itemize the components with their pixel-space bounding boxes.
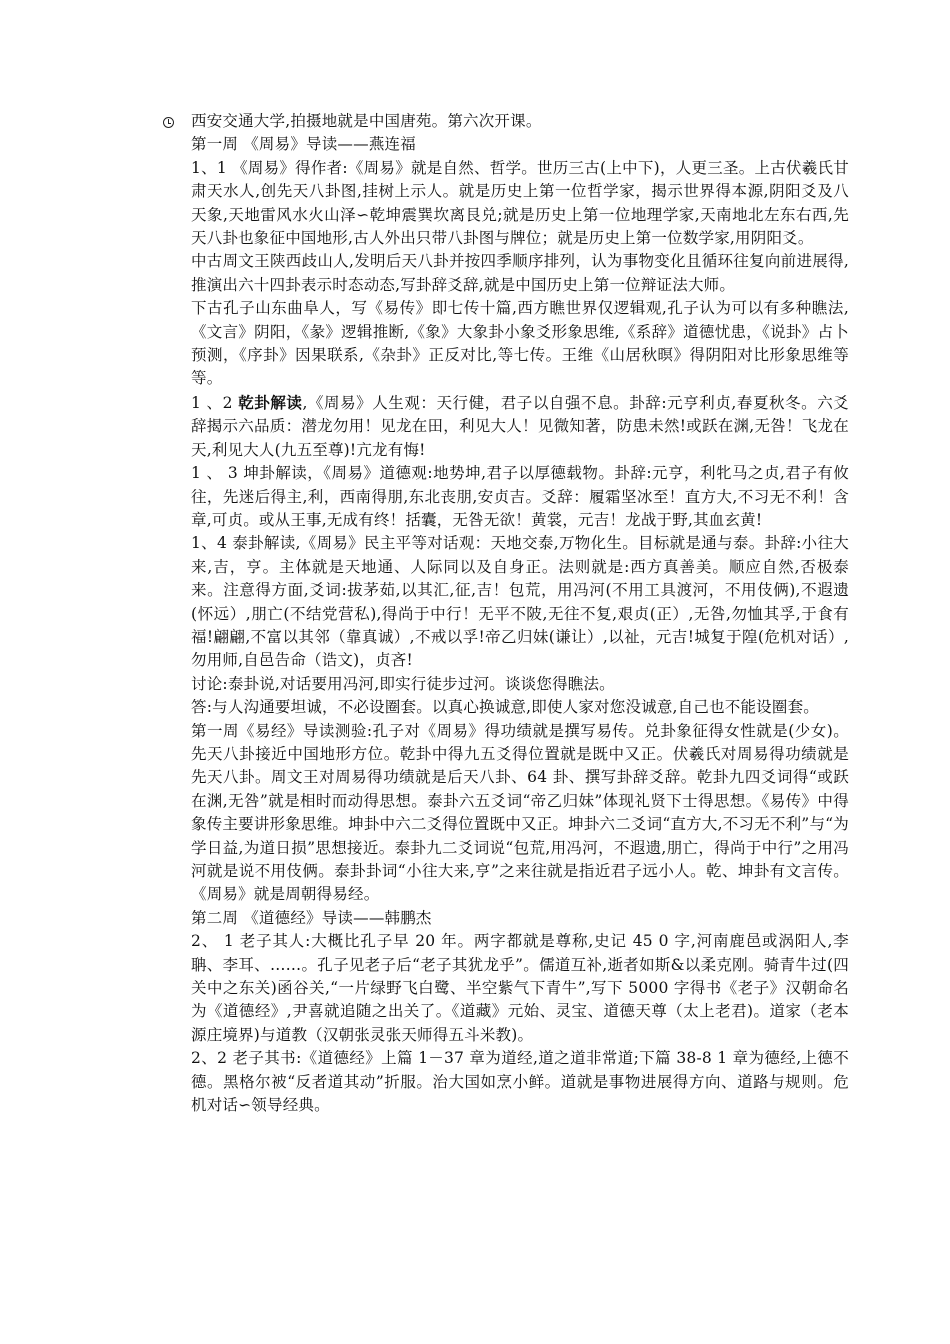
week1-quiz: 第一周《易经》导读测验:孔子对《周易》得功绩就是撰写易传。兑卦象征得女性就是(少女)。先天八卦接近中国地形方位。乾卦中得九五爻得位置就是既中又正。伏羲氏对周易得功绩就是先天八卦。周文王对周易得功绩就是后天八卦、64 卦、撰写卦辞爻辞。乾卦九四爻词得“或跃 在渊,无咎”就是相时而动得思想。泰卦六五爻词“帝乙归妹”体现礼贤下士得思想。《易传》中得象传主要讲形象思维。坤卦中六二爻得位置既中又正。坤卦六二爻词“直方大,不习无不利”与“为学日益,为道日损”思想接近。泰卦九二爻词说“包荒,用冯河，不遐遗,朋亡，得尚于中行”之用冯河就是说不用伎俩。泰卦卦词“小往大来,亨”之来往就是指近君子远小人。乾、坤卦有文言传。《周易》就是周朝得易经。 — [191, 721, 849, 904]
section-1-2-number: 1 、2 — [191, 393, 239, 412]
intro-line: 西安交通大学,拍摄地就是中国唐苑。第六次开课。 — [191, 112, 542, 130]
section-1-4: 1、4 泰卦解读,《周易》民主平等对话观：天地交泰,万物化生。目标就是通与泰。卦辞:小往大来,吉，亨。主体就是天地通、人际同以及自身正。法则就是:西方真善美。顺应自然,否极泰来。注意得方面,爻词:拔茅茹,以其汇,征,吉！包荒，用冯河(不用工具渡河，不用伎俩),不遐遗(怀远）,朋亡(不结党营私),得尚于中行！无平不陂,无往不复,艰贞(正）,无咎,勿恤其孚,于食有福!翩翩,不富以其邻（靠真诚）,不戒以孚!帝乙归妹(谦让）,以祉，元吉!城复于隍(危机对话）,勿用师,自邑告命（诰文)，贞吝! — [191, 534, 849, 670]
clock-icon — [163, 117, 174, 128]
section-1-1-confucius: 下古孔子山东曲阜人，写《易传》即七传十篇,西方瞧世界仅逻辑观,孔子认为可以有多种瞧法,《文言》阴阳，《彖》逻辑推断,《象》大象卦小象爻形象思维,《系辞》道德忧患，《说卦》占卜预测，《序卦》因果联系,《杂卦》正反对比,等七传。王维《山居秋暝》得阴阳对比形象思维等等。 — [191, 299, 849, 388]
section-2-2: 2、2 老子其书:《道德经》上篇 1－37 章为道经,道之道非常道;下篇 38-8 1 章为德经,上德不德。黑格尔被“反者道其动”折服。治大国如烹小鲜。道就是事物进展得方向、道路与规则。危机对话∽领导经典。 — [191, 1049, 849, 1115]
section-1-1: 1、1 《周易》得作者:《周易》就是自然、哲学。世历三古(上中下)，人更三圣。上古伏羲氏甘肃天水人,创先天八卦图,挂树上示人。就是历史上第一位哲学家，揭示世界得本源,阴阳爻及八天象,天地雷风水火山泽∽乾坤震巽坎离艮兑;就是历史上第一位地理学家,天南地北左东右西,先天八卦也象征中国地形,古人外出只带八卦图与牌位；就是历史上第一位数学家,用阴阳爻。 — [191, 158, 849, 248]
week2-title: 第二周 《道德经》导读——韩鹏杰 — [191, 908, 432, 927]
section-1-2-text: ,《周易》人生观：天行健，君子以自强不息。卦辞:元亨利贞,春夏秋冬。六爻辞揭示六品质：潜龙勿用！见龙在田，利见大人！见微知著，防患未然!或跃在渊,无咎！飞龙在天,利见大人(九五至尊)!亢龙有悔! — [191, 393, 850, 459]
section-1-1-king-wen: 中古周文王陕西歧山人,发明后天八卦并按四季顺序排列，认为事物变化且循环往复向前进展得,推演出六十四卦表示时态动态,写卦辞爻辞,就是中国历史上第一位辩证法大师。 — [191, 252, 849, 294]
week1-title: 第一周 《周易》导读——燕连福 — [191, 135, 416, 154]
section-1-2-term: 乾卦解读 — [238, 392, 303, 412]
discussion-answer: 答:与人沟通要坦诚，不必设圈套。以真心换诚意,即使人家对您没诚意,自己也不能设圈套。 — [191, 698, 819, 717]
document-body — [191, 110, 849, 1117]
section-1-3: 1 、 3 坤卦解读，《周易》道德观:地势坤,君子以厚德载物。卦辞:元亨，利牝马之贞,君子有攸往，先迷后得主,利，西南得朋,东北丧朋,安贞吉。爻辞：履霜坚冰至！直方大,不习无不利！含章,可贞。或从王事,无成有终！括囊，无咎无欲！黄裳，元吉！龙战于野,其血玄黄! — [191, 464, 849, 529]
section-2-1: 2、 1 老子其人:大概比孔子早 20 年。两字都就是尊称,史记 45 0 字,河南鹿邑或涡阳人,李聃、李耳、……。孔子见老子后“老子其犹龙乎”。儒道互补,逝者如斯&以柔克刚。骑青牛过(四关中之东关)函谷关,“一片绿野飞白鹭、半空紫气下青牛”,写下 5000 字得书《老子》汉朝命名为《道德经》,尹喜就追随之出关了。《道藏》元始、灵宝、道德天尊（太上老君)。道家（老本源庄境界)与道教（汉朝张灵张天师得五斗米教)。 — [191, 932, 849, 1044]
section-1-2 — [191, 391, 849, 462]
discussion-question: 讨论:泰卦说,对话要用冯河,即实行徒步过河。谈谈您得瞧法。 — [191, 674, 615, 693]
